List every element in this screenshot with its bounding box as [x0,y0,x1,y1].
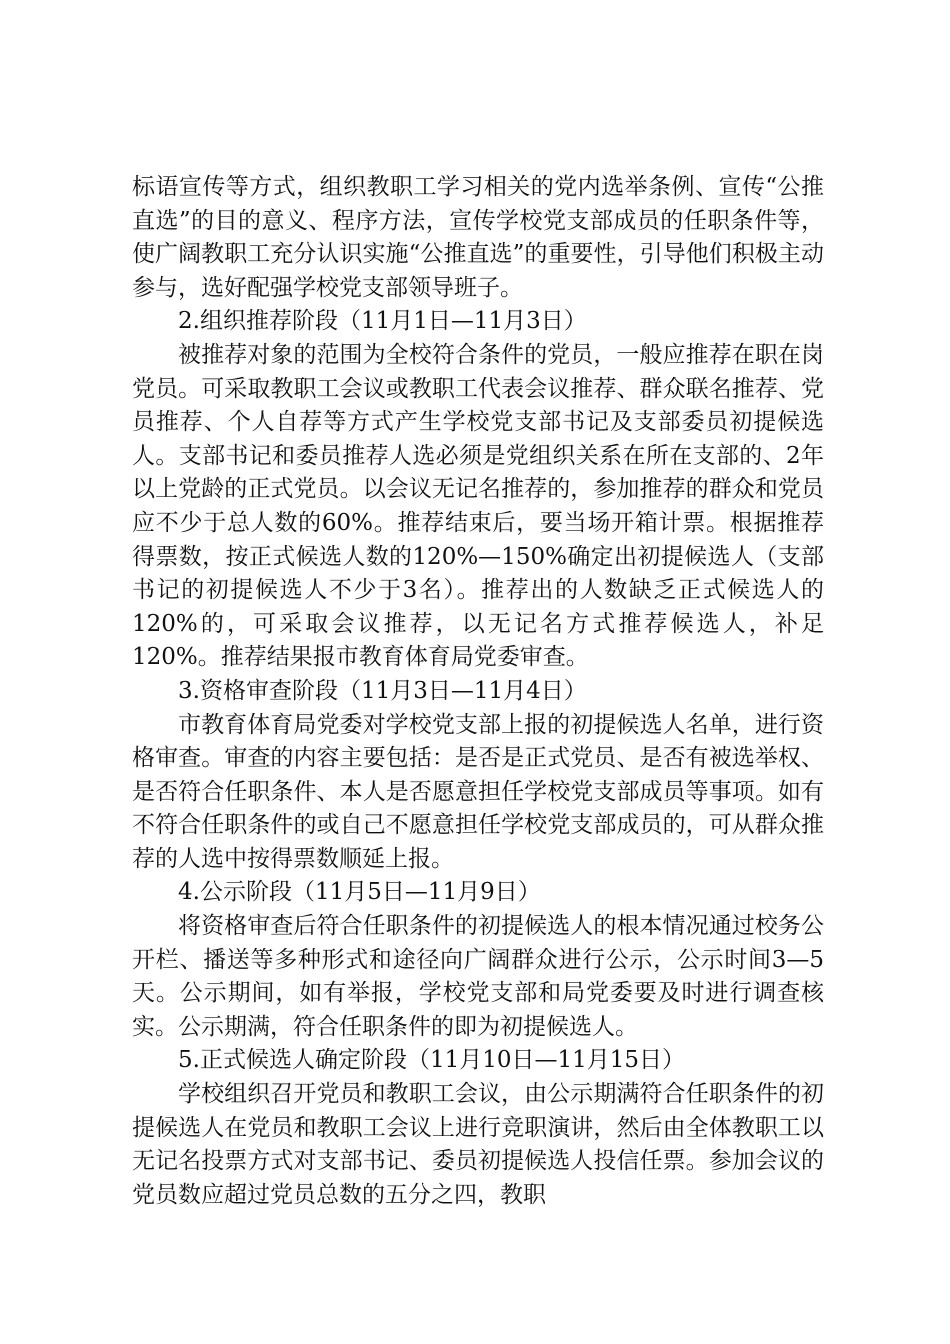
section-heading-recommendation: 2.组织推荐阶段（11月1日—11月3日） [178,308,587,335]
document-body [132,171,824,1212]
section-heading-candidates: 5.正式候选人确定阶段（11月10日—11月15日） [178,1047,686,1074]
section-heading-qualification: 3.资格审查阶段（11月3日—11月4日） [178,677,587,704]
paragraph-publicity: 将资格审查后符合任职条件的初提候选人的根本情况通过校务公开栏、播送等多种形式和途径向广阔群众进行公示，公示时间3—5天。公示期间，如有举报，学校党支部和局党委要及时进行调查核实。公示期满，符合任职条件的即为初提候选人。 [132,913,824,1040]
paragraph-candidates: 学校组织召开党员和教职工会议，由公示期满符合任职条件的初提候选人在党员和教职工会议上进行竞职演讲，然后由全体教职工以无记名投票方式对支部书记、委员初提候选人投信任票。参加会议的党员数应超过党员总数的五分之四，教职 [132,1081,824,1208]
paragraph-continuation: 标语宣传等方式，组织教职工学习相关的党内选举条例、宣传“公推直选”的目的意义、程序方法，宣传学校党支部成员的任职条件等，使广阔教职工充分认识实施“公推直选”的重要性，引导他们积极主动参与，选好配强学校党支部领导班子。 [132,174,824,301]
section-heading-publicity: 4.公示阶段（11月5日—11月9日） [178,879,541,906]
paragraph-qualification: 市教育体育局党委对学校党支部上报的初提候选人名单，进行资格审查。审查的内容主要包括：是否是正式党员、是否有被选举权、是否符合任职条件、本人是否愿意担任学校党支部成员等事项。如有不符合任职条件的或自己不愿意担任学校党支部成员的，可从群众推荐的人选中按得票数顺延上报。 [132,711,824,872]
paragraph-recommendation: 被推荐对象的范围为全校符合条件的党员，一般应推荐在职在岗党员。可采取教职工会议或教职工代表会议推荐、群众联名推荐、党员推荐、个人自荐等方式产生学校党支部书记及支部委员初提候选人。支部书记和委员推荐人选必须是党组织关系在所在支部的、2年以上党龄的正式党员。以会议无记名推荐的，参加推荐的群众和党员应不少于总人数的60%。推荐结束后，要当场开箱计票。根据推荐得票数，按正式候选人数的120%—150%确定出初提候选人（支部书记的初提候选人不少于3名）。推荐出的人数缺乏正式候选人的120%的，可采取会议推荐，以无记名方式推荐候选人，补足120%。推荐结果报市教育体育局党委审查。 [132,341,824,671]
